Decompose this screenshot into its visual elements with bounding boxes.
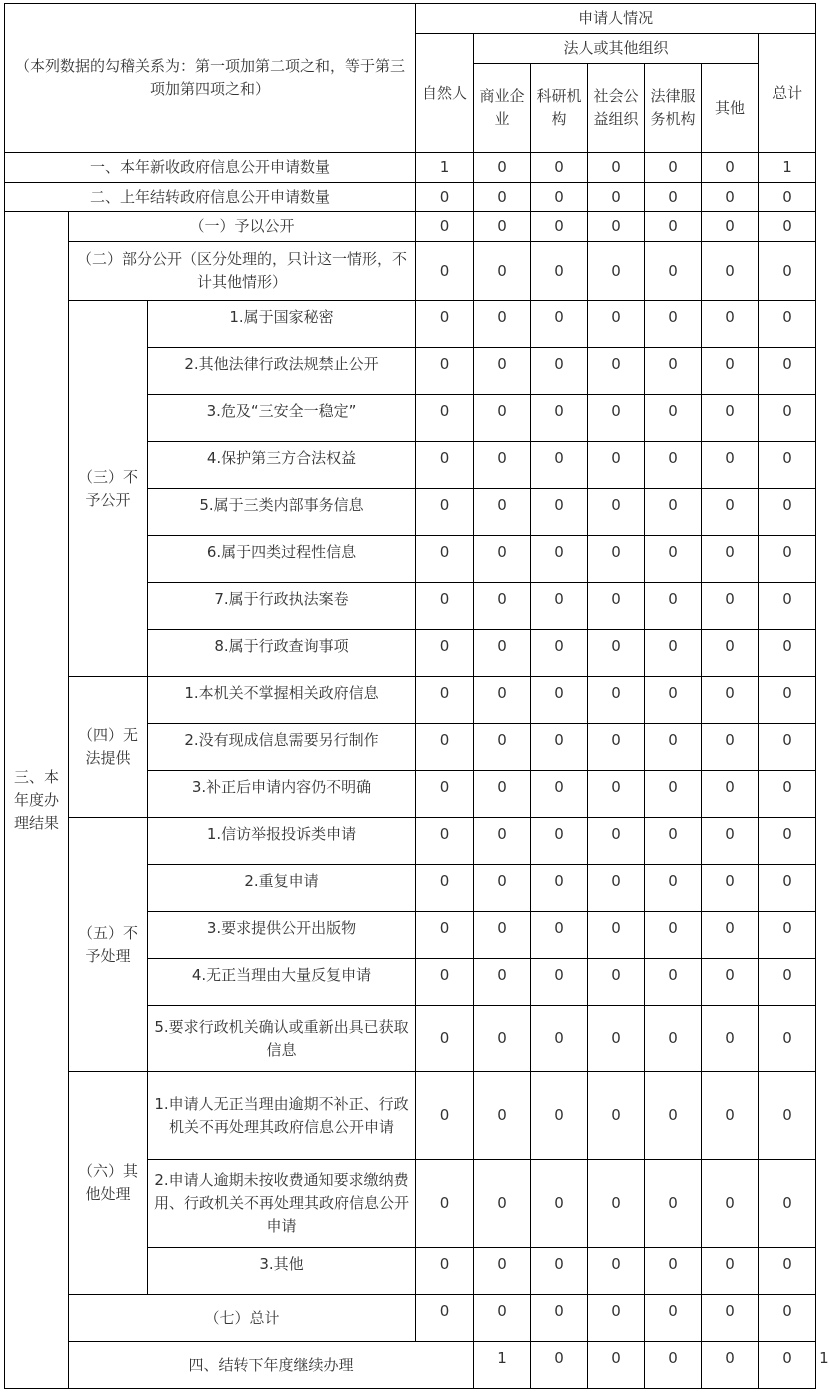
cell: 0	[531, 348, 588, 395]
cell: 0	[702, 242, 759, 301]
cell: 0	[416, 583, 474, 630]
cell: 0	[474, 536, 531, 583]
cell: 0	[474, 1295, 531, 1342]
table-row	[5, 1072, 816, 1160]
col-other: 其他	[702, 64, 759, 153]
cell: 0	[531, 912, 588, 959]
cell: 0	[531, 1342, 588, 1389]
applicant-header: 申请人情况	[416, 4, 816, 34]
cell: 0	[645, 677, 702, 724]
cell: 0	[416, 1160, 474, 1248]
cell: 0	[474, 912, 531, 959]
cell: 0	[645, 301, 702, 348]
row-label: 二、上年结转政府信息公开申请数量	[5, 183, 416, 212]
row-label: 1.信访举报投诉类申请	[148, 818, 416, 865]
group3-label: （三）不予公开	[69, 301, 148, 677]
cell: 0	[588, 348, 645, 395]
cell: 0	[759, 1160, 816, 1248]
cell: 0	[645, 1295, 702, 1342]
cell: 0	[759, 183, 816, 212]
cell: 0	[588, 212, 645, 242]
cell: 0	[645, 153, 702, 183]
cell: 0	[416, 724, 474, 771]
row-label: 8.属于行政查询事项	[148, 630, 416, 677]
cell: 0	[416, 301, 474, 348]
section3-label: 三、本年度办理结果	[5, 212, 69, 1389]
row-label: （七）总计	[69, 1295, 416, 1342]
cell: 0	[645, 183, 702, 212]
row-label: 5.属于三类内部事务信息	[148, 489, 416, 536]
cell: 0	[474, 242, 531, 301]
cell: 0	[645, 442, 702, 489]
cell: 0	[759, 489, 816, 536]
cell: 0	[702, 153, 759, 183]
cell: 0	[531, 583, 588, 630]
cell: 0	[531, 242, 588, 301]
gov-info-disclosure-table	[4, 3, 829, 1389]
cell: 0	[645, 1006, 702, 1072]
row-label: 2.其他法律行政法规禁止公开	[148, 348, 416, 395]
cell: 0	[702, 1342, 759, 1389]
cell: 0	[645, 1160, 702, 1248]
cell: 0	[759, 1342, 816, 1389]
cell: 0	[416, 242, 474, 301]
cell: 0	[416, 348, 474, 395]
cell: 0	[588, 1072, 645, 1160]
table-row	[5, 301, 816, 348]
cell: 0	[588, 489, 645, 536]
group6-label: （六）其他处理	[69, 1072, 148, 1295]
cell: 0	[531, 301, 588, 348]
cell: 0	[474, 489, 531, 536]
cell: 0	[702, 183, 759, 212]
cell: 0	[588, 583, 645, 630]
cell: 0	[645, 395, 702, 442]
row-label: 3.其他	[148, 1248, 416, 1295]
cell: 0	[474, 212, 531, 242]
cell: 0	[759, 677, 816, 724]
cell: 0	[759, 442, 816, 489]
cell: 0	[416, 183, 474, 212]
cell: 0	[759, 301, 816, 348]
cell: 0	[416, 677, 474, 724]
cell: 0	[474, 1006, 531, 1072]
cell: 0	[588, 1006, 645, 1072]
col-social: 社会公益组织	[588, 64, 645, 153]
cell: 0	[416, 818, 474, 865]
cell: 0	[416, 630, 474, 677]
cell: 0	[645, 242, 702, 301]
cell: 0	[645, 583, 702, 630]
table-row	[5, 818, 816, 865]
cell: 1	[416, 153, 474, 183]
cell: 0	[759, 630, 816, 677]
col-total: 总计	[759, 34, 816, 153]
cell: 0	[645, 912, 702, 959]
cell: 0	[702, 724, 759, 771]
cell: 0	[702, 212, 759, 242]
cell: 0	[416, 536, 474, 583]
cell: 0	[759, 771, 816, 818]
row-label: 一、本年新收政府信息公开申请数量	[5, 153, 416, 183]
table-row: 四、结转下年度继续办理 1 0 0 0 0 0 1	[5, 1342, 816, 1389]
cell: 0	[588, 1295, 645, 1342]
row-label: 2.重复申请	[148, 865, 416, 912]
cell: 1	[759, 153, 816, 183]
cell: 0	[588, 677, 645, 724]
cell: 0	[588, 242, 645, 301]
cell: 0	[474, 1072, 531, 1160]
cell: 0	[759, 536, 816, 583]
cell: 0	[759, 1072, 816, 1160]
cell: 0	[702, 395, 759, 442]
cell: 0	[531, 630, 588, 677]
cell: 0	[588, 153, 645, 183]
cell: 0	[474, 771, 531, 818]
cell: 0	[759, 242, 816, 301]
cell: 0	[474, 959, 531, 1006]
cell: 0	[474, 818, 531, 865]
cell: 0	[531, 489, 588, 536]
cell: 0	[531, 395, 588, 442]
cell: 0	[531, 1160, 588, 1248]
cell: 0	[474, 583, 531, 630]
row-label: 3.危及“三安全一稳定”	[148, 395, 416, 442]
cell: 0	[702, 536, 759, 583]
cell: 0	[531, 183, 588, 212]
cell: 0	[759, 865, 816, 912]
cell: 0	[531, 1295, 588, 1342]
cell: 0	[531, 536, 588, 583]
cell: 0	[474, 630, 531, 677]
cell: 0	[702, 771, 759, 818]
cell: 0	[474, 724, 531, 771]
group5-label: （五）不予处理	[69, 818, 148, 1072]
cell: 0	[416, 1006, 474, 1072]
cell: 0	[759, 1295, 816, 1342]
cell: 0	[531, 724, 588, 771]
cell: 0	[588, 395, 645, 442]
row-label: 1.属于国家秘密	[148, 301, 416, 348]
cell: 0	[645, 630, 702, 677]
cell: 0	[702, 1160, 759, 1248]
table-row	[5, 677, 816, 724]
cell: 0	[588, 1248, 645, 1295]
cell: 0	[588, 630, 645, 677]
cell: 0	[702, 348, 759, 395]
cell: 0	[474, 183, 531, 212]
cell: 0	[416, 212, 474, 242]
cell: 0	[531, 1248, 588, 1295]
col-commercial: 商业企业	[474, 64, 531, 153]
table-row	[5, 153, 816, 183]
cell: 0	[416, 771, 474, 818]
row-label: 四、结转下年度继续办理	[69, 1342, 474, 1389]
cell: 0	[759, 212, 816, 242]
cell: 0	[474, 348, 531, 395]
cell: 0	[588, 301, 645, 348]
row-label: 7.属于行政执法案卷	[148, 583, 416, 630]
legal-entity-header: 法人或其他组织	[474, 34, 759, 64]
cell: 0	[588, 818, 645, 865]
cell: 1	[474, 1342, 531, 1389]
cell: 0	[702, 865, 759, 912]
cell: 0	[474, 301, 531, 348]
cell: 0	[416, 442, 474, 489]
row-label: 1.申请人无正当理由逾期不补正、行政机关不再处理其政府信息公开申请	[148, 1072, 416, 1160]
cell: 0	[474, 1160, 531, 1248]
cell: 0	[588, 1342, 645, 1389]
cell: 0	[759, 912, 816, 959]
cell: 0	[588, 771, 645, 818]
cell: 0	[531, 677, 588, 724]
cell: 0	[531, 212, 588, 242]
cell: 0	[645, 724, 702, 771]
cell: 0	[588, 183, 645, 212]
row-label: 5.要求行政机关确认或重新出具已获取信息	[148, 1006, 416, 1072]
row-label: （二）部分公开（区分处理的，只计这一情形，不计其他情形）	[69, 242, 416, 301]
cell: 0	[702, 442, 759, 489]
cell: 0	[474, 1248, 531, 1295]
cell: 0	[531, 959, 588, 1006]
cell: 0	[474, 865, 531, 912]
cell: 0	[416, 959, 474, 1006]
row-label: 2.没有现成信息需要另行制作	[148, 724, 416, 771]
cell: 0	[702, 1006, 759, 1072]
cell: 0	[416, 865, 474, 912]
cell: 0	[702, 912, 759, 959]
cell: 0	[702, 583, 759, 630]
cell: 0	[702, 1072, 759, 1160]
cell: 0	[416, 1248, 474, 1295]
row-label: 1.本机关不掌握相关政府信息	[148, 677, 416, 724]
cell: 0	[645, 865, 702, 912]
cell: 0	[702, 489, 759, 536]
cell: 0	[474, 677, 531, 724]
cell: 0	[588, 959, 645, 1006]
cell: 0	[702, 1248, 759, 1295]
cell: 0	[702, 677, 759, 724]
cell: 0	[474, 442, 531, 489]
group4-label: （四）无法提供	[69, 677, 148, 818]
header-row	[5, 4, 816, 34]
cell: 0	[702, 959, 759, 1006]
cell: 0	[702, 1295, 759, 1342]
cell: 0	[759, 959, 816, 1006]
table-row	[5, 242, 816, 301]
cell: 0	[645, 536, 702, 583]
cell: 0	[759, 583, 816, 630]
cell: 0	[531, 153, 588, 183]
cell: 0	[416, 1072, 474, 1160]
cell: 0	[702, 818, 759, 865]
cell: 0	[645, 1072, 702, 1160]
row-label: 3.补正后申请内容仍不明确	[148, 771, 416, 818]
row-label: 3.要求提供公开出版物	[148, 912, 416, 959]
table-row	[5, 1295, 816, 1342]
cell: 0	[759, 1248, 816, 1295]
cell: 0	[474, 153, 531, 183]
cell: 0	[645, 1342, 702, 1389]
cell: 0	[702, 301, 759, 348]
cell: 0	[759, 395, 816, 442]
table-row	[5, 183, 816, 212]
cell: 0	[416, 395, 474, 442]
cell: 0	[588, 442, 645, 489]
cell: 0	[531, 1006, 588, 1072]
cell: 0	[645, 348, 702, 395]
cell: 0	[588, 912, 645, 959]
cell: 0	[588, 1160, 645, 1248]
cell: 0	[645, 959, 702, 1006]
cell: 0	[416, 489, 474, 536]
cell: 0	[645, 212, 702, 242]
cell: 0	[531, 1072, 588, 1160]
cell: 0	[474, 395, 531, 442]
cell: 0	[588, 536, 645, 583]
header-note: （本列数据的勾稽关系为：第一项加第二项之和，等于第三项加第四项之和）	[5, 4, 416, 153]
cell: 0	[588, 865, 645, 912]
cell: 0	[416, 1295, 474, 1342]
cell: 0	[531, 818, 588, 865]
cell: 0	[645, 489, 702, 536]
table-row	[5, 212, 816, 242]
cell: 0	[759, 348, 816, 395]
row-label: 4.无正当理由大量反复申请	[148, 959, 416, 1006]
cell: 0	[759, 818, 816, 865]
cell: 0	[645, 1248, 702, 1295]
row-label: 2.申请人逾期未按收费通知要求缴纳费用、行政机关不再处理其政府信息公开申请	[148, 1160, 416, 1248]
cell: 0	[759, 724, 816, 771]
cell: 0	[531, 865, 588, 912]
row-label: 4.保护第三方合法权益	[148, 442, 416, 489]
col-research: 科研机构	[531, 64, 588, 153]
cell: 0	[702, 630, 759, 677]
col-natural: 自然人	[416, 34, 474, 153]
row-label: 6.属于四类过程性信息	[148, 536, 416, 583]
cell: 0	[645, 818, 702, 865]
col-legal-service: 法律服务机构	[645, 64, 702, 153]
cell: 0	[759, 1006, 816, 1072]
cell: 0	[531, 771, 588, 818]
cell: 0	[416, 912, 474, 959]
row-label: （一）予以公开	[69, 212, 416, 242]
cell: 0	[645, 771, 702, 818]
cell: 0	[531, 442, 588, 489]
cell: 0	[588, 724, 645, 771]
